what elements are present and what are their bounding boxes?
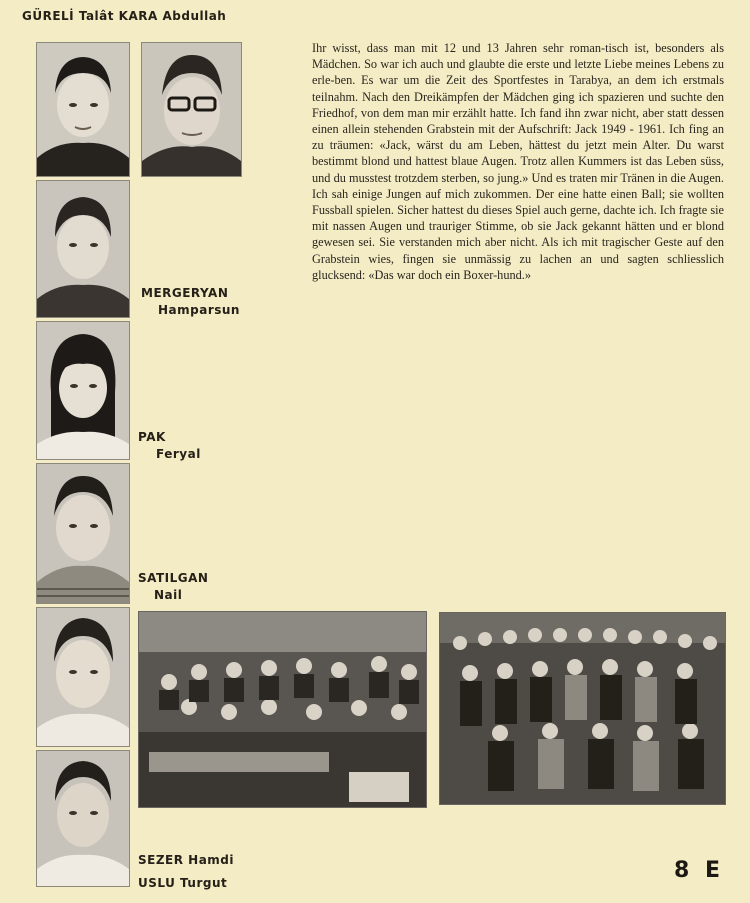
caption-surname: SATILGAN [138, 571, 209, 585]
portrait-photo-satilgan [36, 463, 130, 604]
page-header: GÜRELİ Talât KARA Abdullah [22, 9, 227, 23]
portrait-photo-kara [141, 42, 242, 177]
caption-given-name: Nail [154, 588, 183, 602]
caption-surname: MERGERYAN [141, 286, 229, 300]
portrait-photo-mergeryan [36, 180, 130, 318]
caption-given-name: Hamparsun [158, 303, 240, 317]
caption-full-name: USLU Turgut [138, 876, 228, 890]
class-photo-group [439, 612, 726, 805]
caption-surname: PAK [138, 430, 166, 444]
caption-full-name: SEZER Hamdi [138, 853, 235, 867]
story-text: Ihr wisst, dass man mit 12 und 13 Jahren sehr roman-tisch ist, besonders als Mädchen. So war ich auch und glaubte die erste und letzte Liebe meines Lebens zu erle-ben. Es war um die Zeit des Sportfestes in Tarabya, an dem ich erstmals teilnahm. Nach den Dreikämpfen der Mädchen ging ich spazieren und suchte den Friedhof, von dem man mir erzählt hatte. Ich fand ihn zwar nicht, aber statt dessen einen allein stehenden Grabstein mit der Aufschrift: Jack 1949 - 1961. Ich fing an zu träumen: «Jack, wärst du am Leben, hättest du jetzt mein Alter. Du warst bestimmt blond und hattest blaue Augen. Trotz allen Kummers ist das Leben süss, und du musstest trotzdem sterben, so jung.» Und es traten mir Tränen in die Augen. Ich sah einige Jungen auf mich zukommen. Der eine hatte einen Ball; sie wollten Fussball spielen. Sicher hattest du dieses Spiel auch gerne, dachte ich. Ich fragte sie mit nassen Augen und trauriger Stimme, ob sie Jack gekannt hätten und er blond gewesen sei. Sie verstanden mich aber nicht. Als ich mit tragischer Geste auf den Grabstein wies, fingen sie unmässig zu lachen an und sagten schliesslich glucksend: «Das war doch ein Boxer-hund.» [312, 41, 724, 282]
caption-given-name: Feryal [156, 447, 201, 461]
portrait-photo-sezer [36, 607, 130, 747]
portrait-photo-uslu [36, 750, 130, 887]
portrait-photo-pak [36, 321, 130, 460]
portrait-photo-gureli [36, 42, 130, 177]
class-photo-classroom [138, 611, 427, 808]
page-number: 8 E [674, 858, 724, 883]
